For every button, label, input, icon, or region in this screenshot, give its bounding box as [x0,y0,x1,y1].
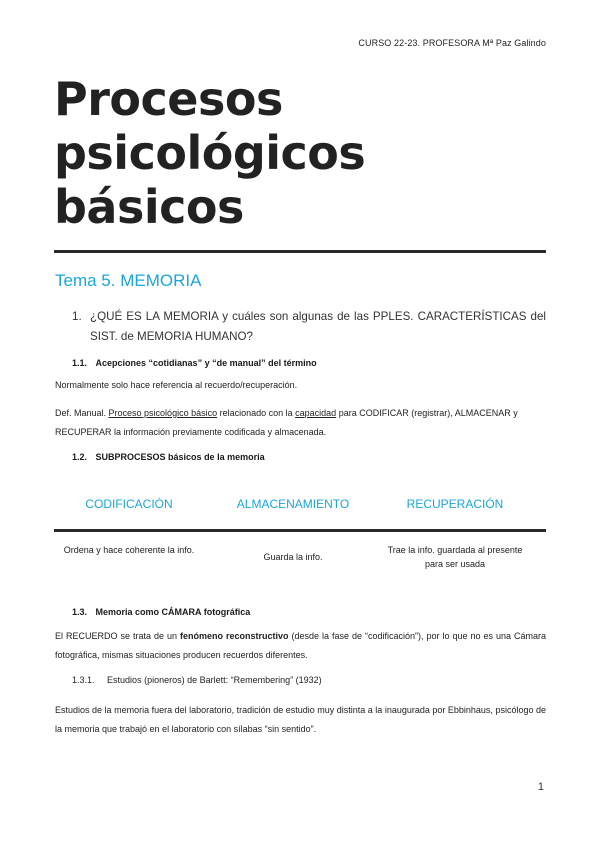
question-1-text: ¿QUÉ ES LA MEMORIA y cuáles son algunas de las PPLES. CARACTERÍSTICAS del SIST. de MEMORIA HUMANO? [90,310,546,343]
column-header-codificacion: CODIFICACIÓN [85,497,173,511]
cell-almacenamiento: Guarda la info. [263,552,323,562]
table-divider [54,529,546,532]
section-1-3-heading [72,607,250,617]
section-title: Memoria como CÁMARA fotográfica [95,607,251,617]
document-title [54,72,554,234]
column-header-recuperacion: RECUPERACIÓN [406,497,504,511]
question-1-number: 1. [72,310,82,323]
section-number: 1.3.1. [72,675,95,685]
definition-middle: relacionado con la [217,408,296,418]
title-line-1: Procesos [54,72,283,126]
title-divider [54,250,546,253]
definition-suffix: para CODIFICAR (registrar), ALMACENAR y RECUPERAR la información previamente codificada y almacenada. [55,408,518,437]
section-title: Estudios (pioneros) de Barlett: “Remembering” (1932) [107,675,322,685]
course-header: CURSO 22-23. PROFESORA Mª Paz Galindo [358,38,546,48]
paragraph-definition [55,404,546,442]
section-number: 1.3. [72,607,88,617]
paragraph-barlett: Estudios de la memoria fuera del laboratorio, tradición de estudio muy distinta a la inaugurada por Ebbinhaus, psicólogo de la memoria que trabajó en el laboratorio con sílabas “sin sentido”. [55,705,546,734]
question-1 [72,307,546,347]
title-line-2: psicológicos [54,126,366,180]
paragraph-colloquial: Normalmente solo hace referencia al recuerdo/recuperación. [55,380,298,390]
topic-subtitle: Tema 5. MEMORIA [55,271,202,290]
definition-prefix: Def. Manual. [55,408,109,418]
section-title: Acepciones “cotidianas” y “de manual” del término [95,358,317,368]
column-header-almacenamiento: ALMACENAMIENTO [236,497,350,511]
title-line-3: básicos [54,180,244,234]
paragraph-camera [55,627,546,665]
definition-underlined-term: Proceso psicológico básico [108,408,218,418]
cell-codificacion: Ordena y hace coherente la info. [63,545,195,555]
cell-recuperacion: Trae la info. guardada al presente para ser usada [387,545,523,569]
section-1-2-heading [72,452,265,462]
section-title: SUBPROCESOS básicos de la memoria [95,452,265,462]
camera-suffix: (desde la fase de “codificación”), por lo que no es una Cámara fotográfica, mismas situaciones producen recuerdos diferentes. [55,631,547,660]
camera-bold-term: fenómeno reconstructivo [179,631,289,641]
section-number: 1.2. [72,452,88,462]
definition-underlined-capacity: capacidad [295,408,337,418]
section-1-3-1-heading [72,675,322,685]
camera-prefix: El RECUERDO se trata de un [55,631,180,641]
page-number: 1 [537,781,544,793]
section-number: 1.1. [72,358,88,368]
section-1-1-heading [72,358,317,368]
